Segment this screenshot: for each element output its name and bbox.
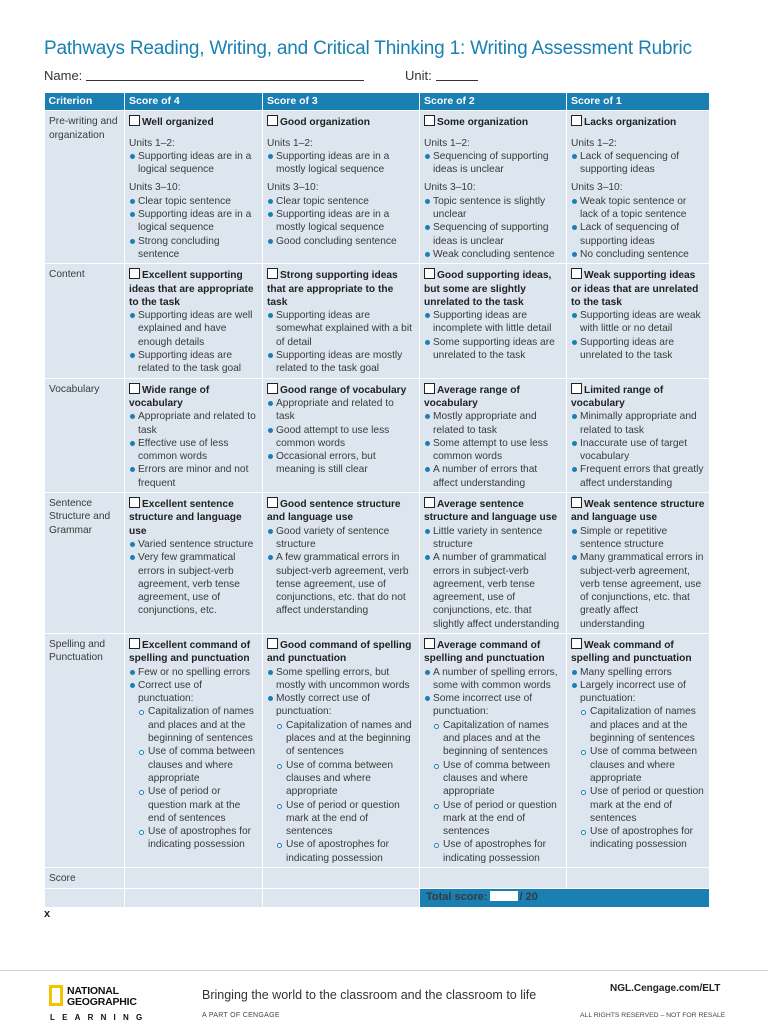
bullet-item: Very few grammatical errors in subject-verb agreement, verb tense agreement, use of conjunctions, etc. xyxy=(138,551,258,617)
bullet-item: Varied sentence structure xyxy=(138,538,258,551)
rubric-cell xyxy=(263,633,420,867)
unit-blank[interactable] xyxy=(436,68,478,81)
total-row xyxy=(45,889,710,908)
bullet-list xyxy=(267,397,415,477)
descriptor-heading xyxy=(129,638,258,666)
bullet-item: Many spelling errors xyxy=(580,666,705,679)
units-label: Units 3–10: xyxy=(424,182,476,194)
descriptor-heading xyxy=(129,115,258,129)
rubric-cell xyxy=(263,264,420,378)
descriptor-heading xyxy=(424,497,562,525)
bullet-list xyxy=(424,309,562,362)
bullet-item: Supporting ideas are related to the task goal xyxy=(138,349,258,376)
bullet-item: Supporting ideas are weak with little or no detail xyxy=(580,309,705,336)
bullet-item: Inaccurate use of target vocabulary xyxy=(580,437,705,464)
descriptor-heading xyxy=(129,497,258,538)
yellow-border-icon xyxy=(49,985,63,1006)
checkbox-icon[interactable] xyxy=(424,383,435,394)
bullet-list xyxy=(129,666,258,852)
footer-tagline: Bringing the world to the classroom and the classroom to life xyxy=(202,988,537,1002)
descriptor-text: Strong supporting ideas that are appropriate to the task xyxy=(267,270,398,308)
checkbox-icon[interactable] xyxy=(571,268,582,279)
rubric-cell xyxy=(263,493,420,634)
bullet-item: Good attempt to use less common words xyxy=(276,424,415,451)
checkbox-icon[interactable] xyxy=(129,115,140,126)
units-label: Units 3–10: xyxy=(129,182,181,194)
bullet-item: Lack of sequencing of supporting ideas xyxy=(580,221,705,248)
bullet-item: A number of spelling errors, some with common words xyxy=(433,666,562,693)
descriptor-text: Wide range of vocabulary xyxy=(129,384,210,409)
bullet-list xyxy=(424,150,562,177)
bullet-item: Use of comma between clauses and where appropriate xyxy=(590,745,705,785)
units-label: Units 3–10: xyxy=(571,182,623,194)
rubric-row xyxy=(45,633,710,867)
bullet-item xyxy=(433,692,562,865)
header-row xyxy=(45,93,710,111)
bullet-item: Weak topic sentence or lack of a topic sentence xyxy=(580,195,705,222)
rubric-row xyxy=(45,493,710,634)
rubric-cell xyxy=(567,633,710,867)
bullet-list xyxy=(267,666,415,865)
criterion-cell: Sentence Structure and Grammar xyxy=(45,493,125,634)
descriptor-text: Excellent command of spelling and punctuation xyxy=(129,639,251,665)
descriptor-text: Weak supporting ideas or ideas that are unrelated to the task xyxy=(571,270,699,308)
descriptor-text: Average sentence structure and language use xyxy=(424,499,558,524)
descriptor-heading xyxy=(267,268,415,309)
checkbox-icon[interactable] xyxy=(424,115,435,126)
descriptor-text: Excellent supporting ideas that are appropriate to the task xyxy=(129,270,254,308)
bullet-item: Sequencing of supporting ideas is unclear xyxy=(433,150,562,177)
header-criterion: Criterion xyxy=(45,93,125,111)
bullet-item xyxy=(276,692,415,865)
bullet-item: Appropriate and related to task xyxy=(138,410,258,437)
rubric-cell xyxy=(567,264,710,378)
bullet-item: Supporting ideas are in a mostly logical sequence xyxy=(276,208,415,235)
units-label: Units 1–2: xyxy=(267,137,313,149)
descriptor-heading xyxy=(267,497,415,525)
bullet-item: Use of comma between clauses and where appropriate xyxy=(286,759,415,799)
descriptor-text: Well organized xyxy=(142,117,214,129)
bullet-list xyxy=(424,525,562,631)
bullet-list xyxy=(129,309,258,375)
checkbox-icon[interactable] xyxy=(129,638,140,649)
score-label: Score xyxy=(45,868,125,889)
criterion-cell: Spelling and Punctuation xyxy=(45,633,125,867)
descriptor-text: Good range of vocabulary xyxy=(280,384,407,396)
checkbox-icon[interactable] xyxy=(129,497,140,508)
bullet-list xyxy=(138,705,258,851)
bullet-item: A number of errors that affect understanding xyxy=(433,463,562,490)
footer-rights: ALL RIGHTS RESERVED – NOT FOR RESALE xyxy=(580,1012,726,1019)
name-line xyxy=(44,68,364,83)
score-cell[interactable] xyxy=(125,868,263,889)
total-suffix: / 20 xyxy=(519,891,538,904)
rubric-cell xyxy=(125,633,263,867)
bullet-item: Capitalization of names and places and at the beginning of sentences xyxy=(443,719,562,759)
bullet-item: Lack of sequencing of supporting ideas xyxy=(580,150,705,177)
bullet-list xyxy=(267,309,415,375)
bullet-item: Capitalization of names and places and at the beginning of sentences xyxy=(148,705,258,745)
logo-text xyxy=(67,986,137,1008)
descriptor-heading xyxy=(424,268,562,309)
bullet-list xyxy=(267,195,415,248)
descriptor-heading xyxy=(571,115,705,129)
bullet-item: Errors are minor and not frequent xyxy=(138,463,258,490)
criterion-cell: Vocabulary xyxy=(45,378,125,492)
name-blank[interactable] xyxy=(86,68,364,81)
bullet-item: Supporting ideas are in a logical sequence xyxy=(138,150,258,177)
bullet-list xyxy=(267,150,415,177)
bullet-item: Clear topic sentence xyxy=(276,195,415,208)
bullet-list xyxy=(571,309,705,362)
score-cell[interactable] xyxy=(263,868,420,889)
bullet-list xyxy=(267,525,415,618)
descriptor-text: Good organization xyxy=(280,117,370,129)
checkbox-icon[interactable] xyxy=(267,268,278,279)
units-label: Units 1–2: xyxy=(424,137,470,149)
rubric-cell xyxy=(263,378,420,492)
rubric-cell xyxy=(125,493,263,634)
descriptor-text: Weak command of spelling and punctuation xyxy=(571,639,692,665)
bullet-item: Supporting ideas are in a logical sequence xyxy=(138,208,258,235)
total-score xyxy=(420,889,710,908)
bullet-text: Correct use of punctuation: xyxy=(138,679,202,705)
bullet-list xyxy=(129,538,258,618)
header-score-1: Score of 1 xyxy=(567,93,710,111)
x-mark: x xyxy=(44,908,51,920)
bullet-item: Topic sentence is slightly unclear xyxy=(433,195,562,222)
checkbox-icon[interactable] xyxy=(571,638,582,649)
header-score-2: Score of 2 xyxy=(420,93,567,111)
bullet-item: Use of comma between clauses and where appropriate xyxy=(443,759,562,799)
bullet-item: Occasional errors, but meaning is still clear xyxy=(276,450,415,477)
header-score-3: Score of 3 xyxy=(263,93,420,111)
score-cell[interactable] xyxy=(567,868,710,889)
bullet-item: Supporting ideas are in a mostly logical sequence xyxy=(276,150,415,177)
bullet-list xyxy=(571,195,705,261)
score-cell[interactable] xyxy=(420,868,567,889)
checkbox-icon[interactable] xyxy=(267,383,278,394)
descriptor-heading xyxy=(571,383,705,411)
descriptor-heading xyxy=(267,638,415,666)
descriptor-heading xyxy=(571,638,705,666)
bullet-item: Use of period or question mark at the end of sentences xyxy=(148,785,258,825)
checkbox-icon[interactable] xyxy=(129,383,140,394)
checkbox-icon[interactable] xyxy=(571,115,582,126)
bullet-item: Supporting ideas are somewhat explained with a bit of detail xyxy=(276,309,415,349)
descriptor-text: Lacks organization xyxy=(584,117,677,129)
unit-line xyxy=(405,68,478,83)
bullet-list xyxy=(424,195,562,261)
bullet-item: Use of apostrophes for indicating possession xyxy=(148,825,258,852)
total-score-box[interactable] xyxy=(490,891,518,901)
units-label: Units 1–2: xyxy=(129,137,175,149)
bullet-item: A few grammatical errors in subject-verb agreement, verb tense agreement, use of conjunctions, etc. that do not affect understanding xyxy=(276,551,415,617)
unit-label: Unit: xyxy=(405,68,432,83)
bullet-list xyxy=(276,719,415,865)
bullet-item: Frequent errors that greatly affect understanding xyxy=(580,464,704,489)
rubric-table xyxy=(44,93,710,908)
checkbox-icon[interactable] xyxy=(424,638,435,649)
checkbox-icon[interactable] xyxy=(267,638,278,649)
descriptor-text: Excellent sentence structure and language use xyxy=(129,499,242,537)
bullet-item: Use of period or question mark at the end of sentences xyxy=(590,786,704,824)
bullet-item: Supporting ideas are unrelated to the task xyxy=(580,336,705,363)
rubric-row xyxy=(45,111,710,264)
bullet-item: Use of comma between clauses and where appropriate xyxy=(148,745,258,785)
bullet-item: Supporting ideas are well explained and have enough details xyxy=(138,309,258,349)
descriptor-text: Good command of spelling and punctuation xyxy=(267,639,412,665)
bullet-item: Simple or repetitive sentence structure xyxy=(580,525,705,552)
bullet-list xyxy=(129,150,258,177)
bullet-item: Good variety of sentence structure xyxy=(276,525,415,552)
rubric-cell xyxy=(263,111,420,264)
descriptor-text: Limited range of vocabulary xyxy=(571,384,664,409)
bullet-list xyxy=(424,410,562,490)
descriptor-heading xyxy=(424,638,562,666)
descriptor-text: Average command of spelling and punctuation xyxy=(424,639,545,665)
units-label: Units 3–10: xyxy=(267,182,319,194)
rubric-cell xyxy=(420,493,567,634)
descriptor-heading xyxy=(571,497,705,525)
checkbox-icon[interactable] xyxy=(424,268,435,279)
checkbox-icon[interactable] xyxy=(571,383,582,394)
bullet-list xyxy=(433,719,562,865)
rubric-cell xyxy=(125,111,263,264)
bullet-list xyxy=(129,195,258,261)
bullet-item xyxy=(138,679,258,852)
bullet-item: Little variety in sentence structure xyxy=(433,525,562,552)
rubric-cell xyxy=(420,111,567,264)
checkbox-icon[interactable] xyxy=(129,268,140,279)
descriptor-heading xyxy=(129,268,258,309)
rubric-row xyxy=(45,264,710,378)
bullet-item: A number of grammatical errors in subject-verb agreement, verb tense agreement, use of conjunctions, etc. that slightly affect understanding xyxy=(433,551,562,631)
bullet-item: Strong concluding sentence xyxy=(138,235,258,262)
criterion-cell: Content xyxy=(45,264,125,378)
bullet-list xyxy=(571,525,705,631)
bullet-item: Clear topic sentence xyxy=(138,195,258,208)
criterion-cell: Pre-writing and organization xyxy=(45,111,125,264)
bullet-list xyxy=(571,666,705,852)
bullet-list xyxy=(580,705,705,851)
bullet-item: Use of period or question mark at the end of sentences xyxy=(286,799,415,839)
page-title: Pathways Reading, Writing, and Critical Thinking 1: Writing Assessment Rubric xyxy=(44,38,692,59)
descriptor-text: Average range of vocabulary xyxy=(424,384,520,409)
logo-line1: NATIONAL xyxy=(67,985,119,997)
descriptor-heading xyxy=(571,268,705,309)
rubric-cell xyxy=(567,493,710,634)
bullet-item: Effective use of less common words xyxy=(138,437,258,464)
bullet-item: Sequencing of supporting ideas is unclear xyxy=(433,221,562,248)
bullet-text: Mostly correct use of punctuation: xyxy=(276,693,370,718)
bullet-item: Weak concluding sentence xyxy=(433,248,562,261)
bullet-item: Some supporting ideas are unrelated to the task xyxy=(433,336,562,363)
checkbox-icon[interactable] xyxy=(424,497,435,508)
bullet-item: Use of apostrophes for indicating possession xyxy=(590,825,705,852)
descriptor-heading xyxy=(424,115,562,129)
rubric-cell xyxy=(420,633,567,867)
bullet-list xyxy=(424,666,562,865)
bullet-text: Some incorrect use of punctuation: xyxy=(433,693,533,718)
rubric-cell xyxy=(567,378,710,492)
bullet-item: Few or no spelling errors xyxy=(138,666,258,679)
footer-divider xyxy=(0,970,768,971)
rubric-body xyxy=(45,111,710,868)
footer-url[interactable]: NGL.Cengage.com/ELT xyxy=(610,983,721,994)
rubric-row xyxy=(45,378,710,492)
total-label: Total score: xyxy=(426,891,488,904)
checkbox-icon[interactable] xyxy=(571,497,582,508)
bullet-item: Use of period or question mark at the end of sentences xyxy=(443,799,562,839)
bullet-item: Use of apostrophes for indicating possession xyxy=(443,838,562,865)
logo-line2: GEOGRAPHIC xyxy=(67,996,137,1008)
bullet-item: No concluding sentence xyxy=(580,248,705,261)
bullet-item: Use of apostrophes for indicating possession xyxy=(286,838,415,865)
bullet-item: Good concluding sentence xyxy=(276,235,415,248)
descriptor-text: Some organization xyxy=(437,117,529,129)
bullet-item: Some attempt to use less common words xyxy=(433,437,562,464)
bullet-item: Appropriate and related to task xyxy=(276,397,415,424)
bullet-item: Supporting ideas are mostly related to the task goal xyxy=(276,349,415,376)
rubric-cell xyxy=(567,111,710,264)
footer-cengage: A PART OF CENGAGE xyxy=(202,1012,280,1019)
bullet-list xyxy=(129,410,258,490)
rubric-cell xyxy=(420,264,567,378)
descriptor-text: Good supporting ideas, but some are slightly unrelated to the task xyxy=(424,270,552,308)
bullet-text: Largely incorrect use of punctuation: xyxy=(580,679,686,705)
checkbox-icon[interactable] xyxy=(267,115,278,126)
bullet-item: Minimally appropriate and related to task xyxy=(580,410,705,437)
logo-line3: LEARNING xyxy=(50,1013,150,1022)
bullet-list xyxy=(571,410,705,490)
rubric-cell xyxy=(125,378,263,492)
units-label: Units 1–2: xyxy=(571,137,617,149)
bullet-item: Supporting ideas are incomplete with little detail xyxy=(433,309,562,336)
descriptor-heading xyxy=(267,383,415,397)
name-label: Name: xyxy=(44,68,83,83)
descriptor-text: Good sentence structure and language use xyxy=(267,499,401,524)
bullet-item: Capitalization of names and places and at the beginning of sentences xyxy=(286,719,415,759)
descriptor-text: Weak sentence structure and language use xyxy=(571,499,705,524)
rubric-cell xyxy=(125,264,263,378)
header-score-4: Score of 4 xyxy=(125,93,263,111)
bullet-item: Some spelling errors, but mostly with uncommon words xyxy=(276,666,415,693)
score-row xyxy=(45,868,710,889)
rubric-cell xyxy=(420,378,567,492)
descriptor-heading xyxy=(424,383,562,411)
descriptor-heading xyxy=(267,115,415,129)
bullet-list xyxy=(571,150,705,177)
bullet-item: Capitalization of names and places and at the beginning of sentences xyxy=(590,705,705,745)
checkbox-icon[interactable] xyxy=(267,497,278,508)
descriptor-heading xyxy=(129,383,258,411)
bullet-item: Many grammatical errors in subject-verb agreement, verb tense agreement, use of conjunctions, etc. that greatly affect understanding xyxy=(580,552,704,630)
bullet-item: Mostly appropriate and related to task xyxy=(433,410,562,437)
bullet-item xyxy=(580,679,705,852)
